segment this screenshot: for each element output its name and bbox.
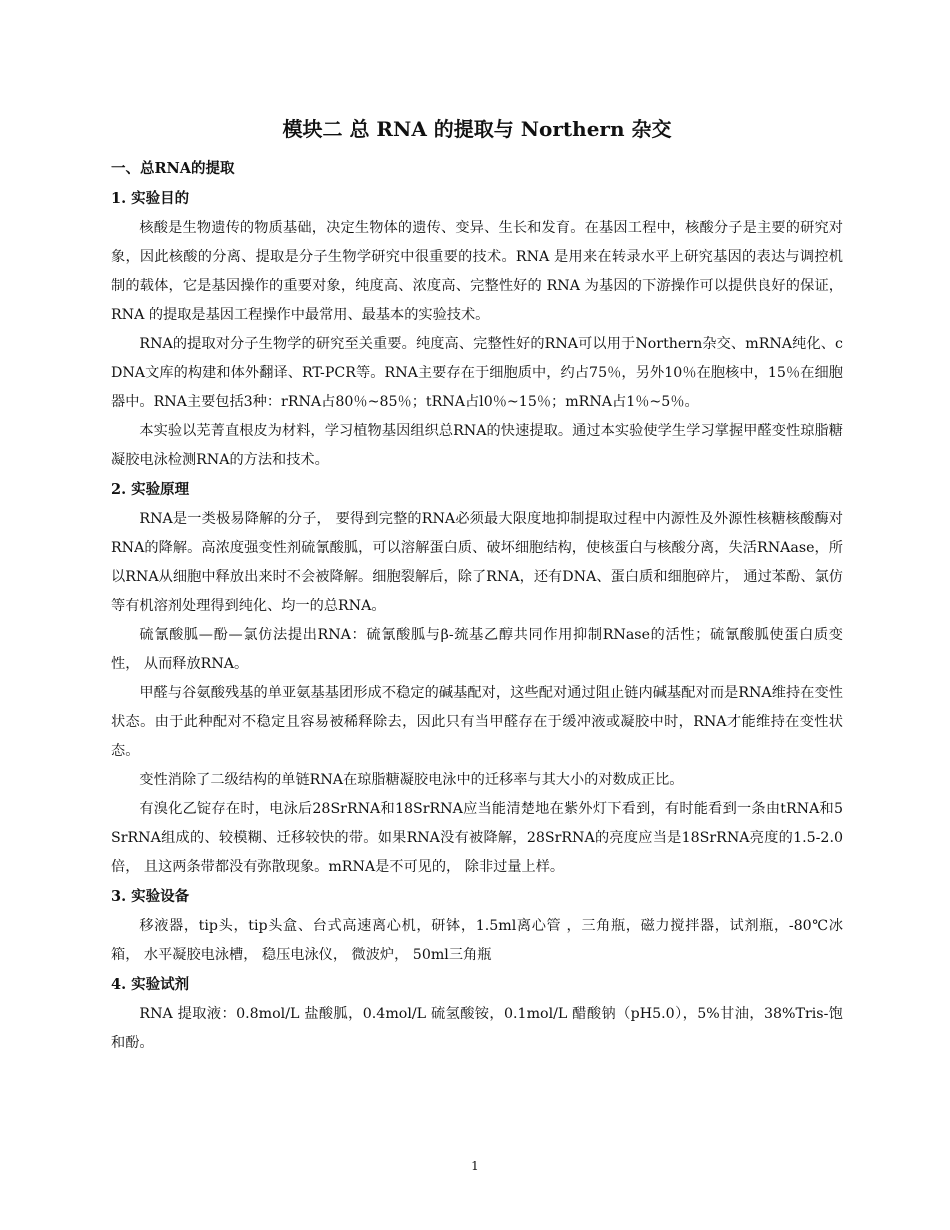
subsection-reagents (111, 970, 843, 1058)
subsection-heading: 2. 实验原理 (111, 481, 190, 498)
paragraph: 有溴化乙锭存在时，电泳后28SrRNA和18SrRNA应当能清楚地在紫外灯下看到，有时能看到一条由tRNA和5SrRNA组成的、较模糊、迁移较快的带。如果RNA没有被降解，28SrRNA的亮度应当是18SrRNA亮度的1.5-2.0倍， 且这两条带都没有弥散现象。mRNA是不可见的， 除非过量上样。 (111, 801, 843, 875)
paragraph: RNA是一类极易降解的分子， 要得到完整的RNA必须最大限度地抑制提取过程中内源性及外源性核糖核酸酶对RNA的降解。高浓度强变性剂硫氰酸胍，可以溶解蛋白质、破坏细胞结构，使核蛋白与核酸分离，失活RNAase，所以RNA从细胞中释放出来时不会被降解。细胞裂解后，除了RNA，还有DNA、蛋白质和细胞碎片， 通过苯酚、氯仿等有机溶剂处理得到纯化、均一的总RNA。 (111, 511, 843, 614)
paragraph: RNA的提取对分子生物学的研究至关重要。纯度高、完整性好的RNA可以用于Northern杂交、mRNA纯化、cDNA文库的构建和体外翻译、RT-PCR等。RNA主要存在于细胞质中，约占75％，另外10％在胞核中，15％在细胞器中。RNA主要包括3种：rRNA占80％~85％；tRNA占l0％~15％；mRNA占1％~5％。 (111, 336, 843, 410)
subsection-equipment (111, 882, 843, 970)
document-title: 模块二 总 RNA 的提取与 Northern 杂交 (282, 117, 672, 141)
page-number: 1 (471, 1159, 479, 1173)
paragraph: 甲醛与谷氨酸残基的单亚氨基基团形成不稳定的碱基配对，这些配对通过阻止链内碱基配对而是RNA维持在变性状态。由于此种配对不稳定且容易被稀释除去，因此只有当甲醛存在于缓冲液或凝胶中时，RNA才能维持在变性状态。 (111, 685, 843, 759)
subsection-heading: 1. 实验目的 (111, 190, 190, 207)
subsection-principle (111, 475, 843, 882)
subsection-heading: 4. 实验试剂 (111, 976, 190, 993)
paragraph: 变性消除了二级结构的单链RNA在琼脂糖凝胶电泳中的迁移率与其大小的对数成正比。 (139, 772, 684, 788)
section-heading: 一、总RNA的提取 (111, 160, 235, 177)
subsection-purpose (111, 184, 843, 475)
subsection-heading: 3. 实验设备 (111, 888, 190, 905)
document-body (111, 114, 843, 1058)
paragraph: 本实验以芜菁直根皮为材料，学习植物基因组织总RNA的快速提取。通过本实验使学生学习掌握甲醛变性琼脂糖凝胶电泳检测RNA的方法和技术。 (111, 423, 843, 468)
paragraph: 硫氰酸胍—酚—氯仿法提出RNA：硫氰酸胍与β-巯基乙醇共同作用抑制RNase的活性；硫氰酸胍使蛋白质变性， 从而释放RNA。 (111, 627, 843, 672)
paragraph: 核酸是生物遗传的物质基础，决定生物体的遗传、变异、生长和发育。在基因工程中，核酸分子是主要的研究对象，因此核酸的分离、提取是分子生物学研究中很重要的技术。RNA 是用来在转录水平上研究基因的表达与调控机制的载体，它是基因操作的重要对象，纯度高、浓度高、完整性好的 RNA 为基因的下游操作可以提供良好的保证，RNA 的提取是基因工程操作中最常用、最基本的实验技术。 (111, 220, 843, 323)
paragraph: RNA 提取液：0.8mol/L 盐酸胍，0.4mol/L 硫氢酸铵，0.1mol/L 醋酸钠（pH5.0），5%甘油，38%Tris-饱和酚。 (111, 1006, 843, 1051)
paragraph: 移液器，tip头，tip头盒、台式高速离心机，研钵，1.5ml离心管 ，三角瓶，磁力搅拌器，试剂瓶，-80℃冰箱， 水平凝胶电泳槽， 稳压电泳仪， 微波炉， 50ml三角瓶 (111, 918, 843, 963)
